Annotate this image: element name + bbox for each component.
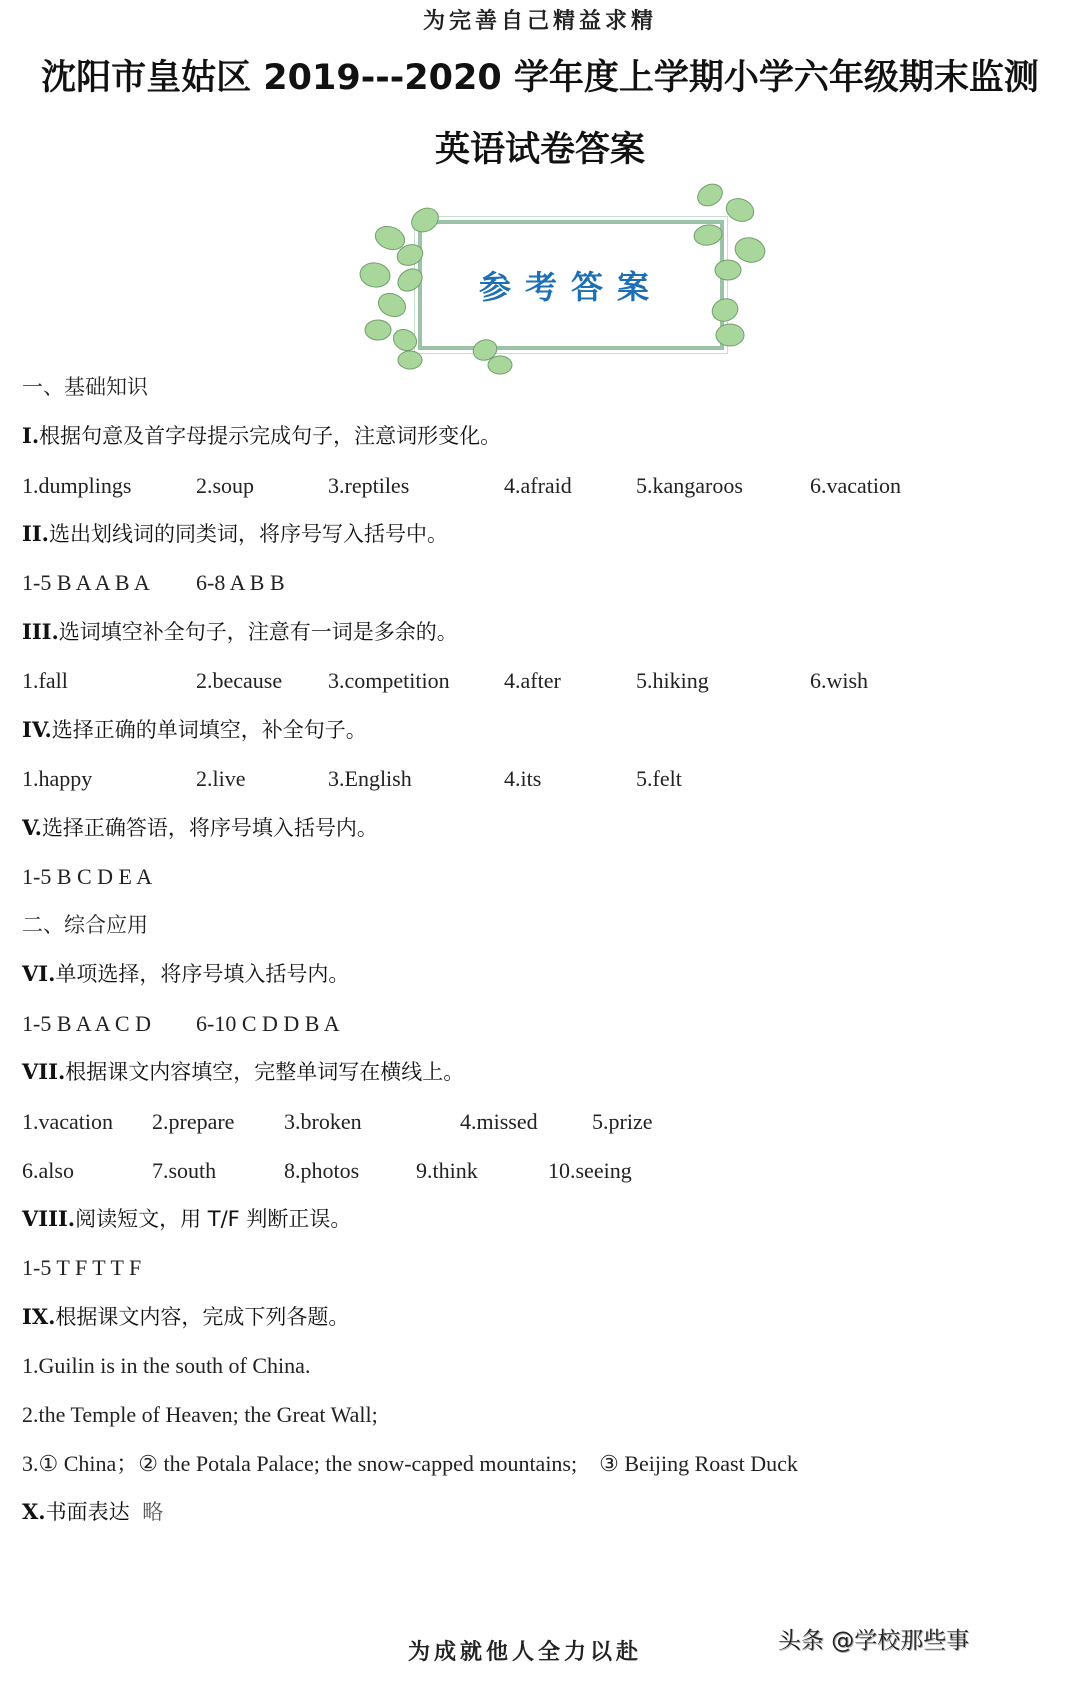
watermark: 头条 @学校那些事 xyxy=(778,1628,970,1654)
question-2-heading xyxy=(22,521,448,547)
answer-item: 2.soup xyxy=(196,473,255,498)
question-4-heading xyxy=(22,717,367,743)
question-9-answer-1: 1.Guilin is in the south of China. xyxy=(22,1353,311,1378)
answer-item: 3.reptiles xyxy=(328,473,410,498)
question-instruction: 阅读短文，用 T/F 判断正误。 xyxy=(75,1207,352,1231)
question-8-answers: 1-5 T F T T F xyxy=(22,1255,142,1280)
answer-item: 6.wish xyxy=(810,668,869,693)
question-10-answer: 略 xyxy=(142,1500,164,1524)
answer-item: 3.English xyxy=(328,766,412,791)
answer-item: 3.competition xyxy=(328,668,450,693)
question-instruction: 单项选择，将序号填入括号内。 xyxy=(55,962,350,986)
answer-item: 1.vacation xyxy=(22,1109,114,1134)
question-number: VI. xyxy=(22,961,56,986)
question-number: V. xyxy=(22,815,42,840)
answer-item: 6.also xyxy=(22,1158,74,1183)
question-instruction: 根据课文内容填空，完整单词写在横线上。 xyxy=(65,1060,465,1084)
question-number: VIII. xyxy=(22,1206,76,1231)
question-instruction: 根据句意及首字母提示完成句子，注意词形变化。 xyxy=(39,424,502,448)
answer-item: 1-5 B A A C D xyxy=(22,1011,151,1036)
answer-item: 4.after xyxy=(504,668,561,693)
question-number: IV. xyxy=(22,717,52,742)
answer-item: 2.prepare xyxy=(152,1109,235,1134)
question-1-heading xyxy=(22,423,501,449)
answer-item: 6.vacation xyxy=(810,473,902,498)
answer-item: 6-10 C D D B A xyxy=(196,1011,340,1036)
section-heading-basic-knowledge: 一、基础知识 xyxy=(22,375,148,399)
answer-item: 1.dumplings xyxy=(22,473,132,498)
question-number: II. xyxy=(22,521,49,546)
question-number: I. xyxy=(22,423,40,448)
document-subtitle: 英语试卷答案 xyxy=(434,130,645,170)
answer-item: 2.because xyxy=(196,668,283,693)
question-instruction: 选择正确的单词填空，补全句子。 xyxy=(51,718,367,742)
answer-item: 2.live xyxy=(196,766,246,791)
answer-item: 4.its xyxy=(504,766,542,791)
section-heading-integrated-application: 二、综合应用 xyxy=(22,913,148,937)
question-number: VII. xyxy=(22,1059,66,1084)
answer-item: 5.felt xyxy=(636,766,682,791)
document-title: 沈阳市皇姑区 2019---2020 学年度上学期小学六年级期末监测 xyxy=(41,58,1039,98)
answer-key-banner xyxy=(350,180,780,380)
banner-title: 参考答案 xyxy=(478,268,663,306)
question-9-answer-3: 3.① China；② the Potala Palace; the snow-capped mountains; ③ Beijing Roast Duck xyxy=(22,1451,798,1476)
question-instruction: 书面表达 xyxy=(45,1500,130,1524)
answer-item: 1.happy xyxy=(22,766,93,791)
answer-item: 10.seeing xyxy=(548,1158,632,1183)
question-10-heading xyxy=(22,1499,163,1525)
answer-item: 8.photos xyxy=(284,1158,360,1183)
question-6-heading xyxy=(22,961,349,987)
question-9-heading xyxy=(22,1304,349,1330)
answer-item: 5.prize xyxy=(592,1109,653,1134)
question-instruction: 根据课文内容，完成下列各题。 xyxy=(55,1305,350,1329)
question-instruction: 选择正确答语，将序号填入括号内。 xyxy=(41,816,378,840)
answer-item: 5.hiking xyxy=(636,668,709,693)
question-instruction: 选词填空补全句子，注意有一词是多余的。 xyxy=(58,620,458,644)
question-7-heading xyxy=(22,1059,464,1085)
question-8-heading xyxy=(22,1206,351,1232)
answer-item: 9.think xyxy=(416,1158,478,1183)
question-9-answer-2: 2.the Temple of Heaven; the Great Wall; xyxy=(22,1402,378,1427)
answer-item: 1-5 B A A B A xyxy=(22,570,150,595)
question-3-heading xyxy=(22,619,458,645)
question-5-answers: 1-5 B C D E A xyxy=(22,864,153,889)
answer-item: 4.missed xyxy=(460,1109,538,1134)
answer-item: 3.broken xyxy=(284,1109,362,1134)
question-number: IX. xyxy=(22,1304,56,1329)
question-5-heading xyxy=(22,815,378,841)
question-number: X. xyxy=(22,1499,46,1524)
top-motto: 为完善自己精益求精 xyxy=(422,8,657,34)
answer-item: 7.south xyxy=(152,1158,217,1183)
question-number: III. xyxy=(22,619,59,644)
answer-item: 6-8 A B B xyxy=(196,570,285,595)
bottom-motto: 为成就他人全力以赴 xyxy=(407,1639,642,1665)
question-instruction: 选出划线词的同类词，将序号写入括号中。 xyxy=(48,522,448,546)
answer-item: 4.afraid xyxy=(504,473,572,498)
answer-item: 5.kangaroos xyxy=(636,473,743,498)
answer-item: 1.fall xyxy=(22,668,68,693)
